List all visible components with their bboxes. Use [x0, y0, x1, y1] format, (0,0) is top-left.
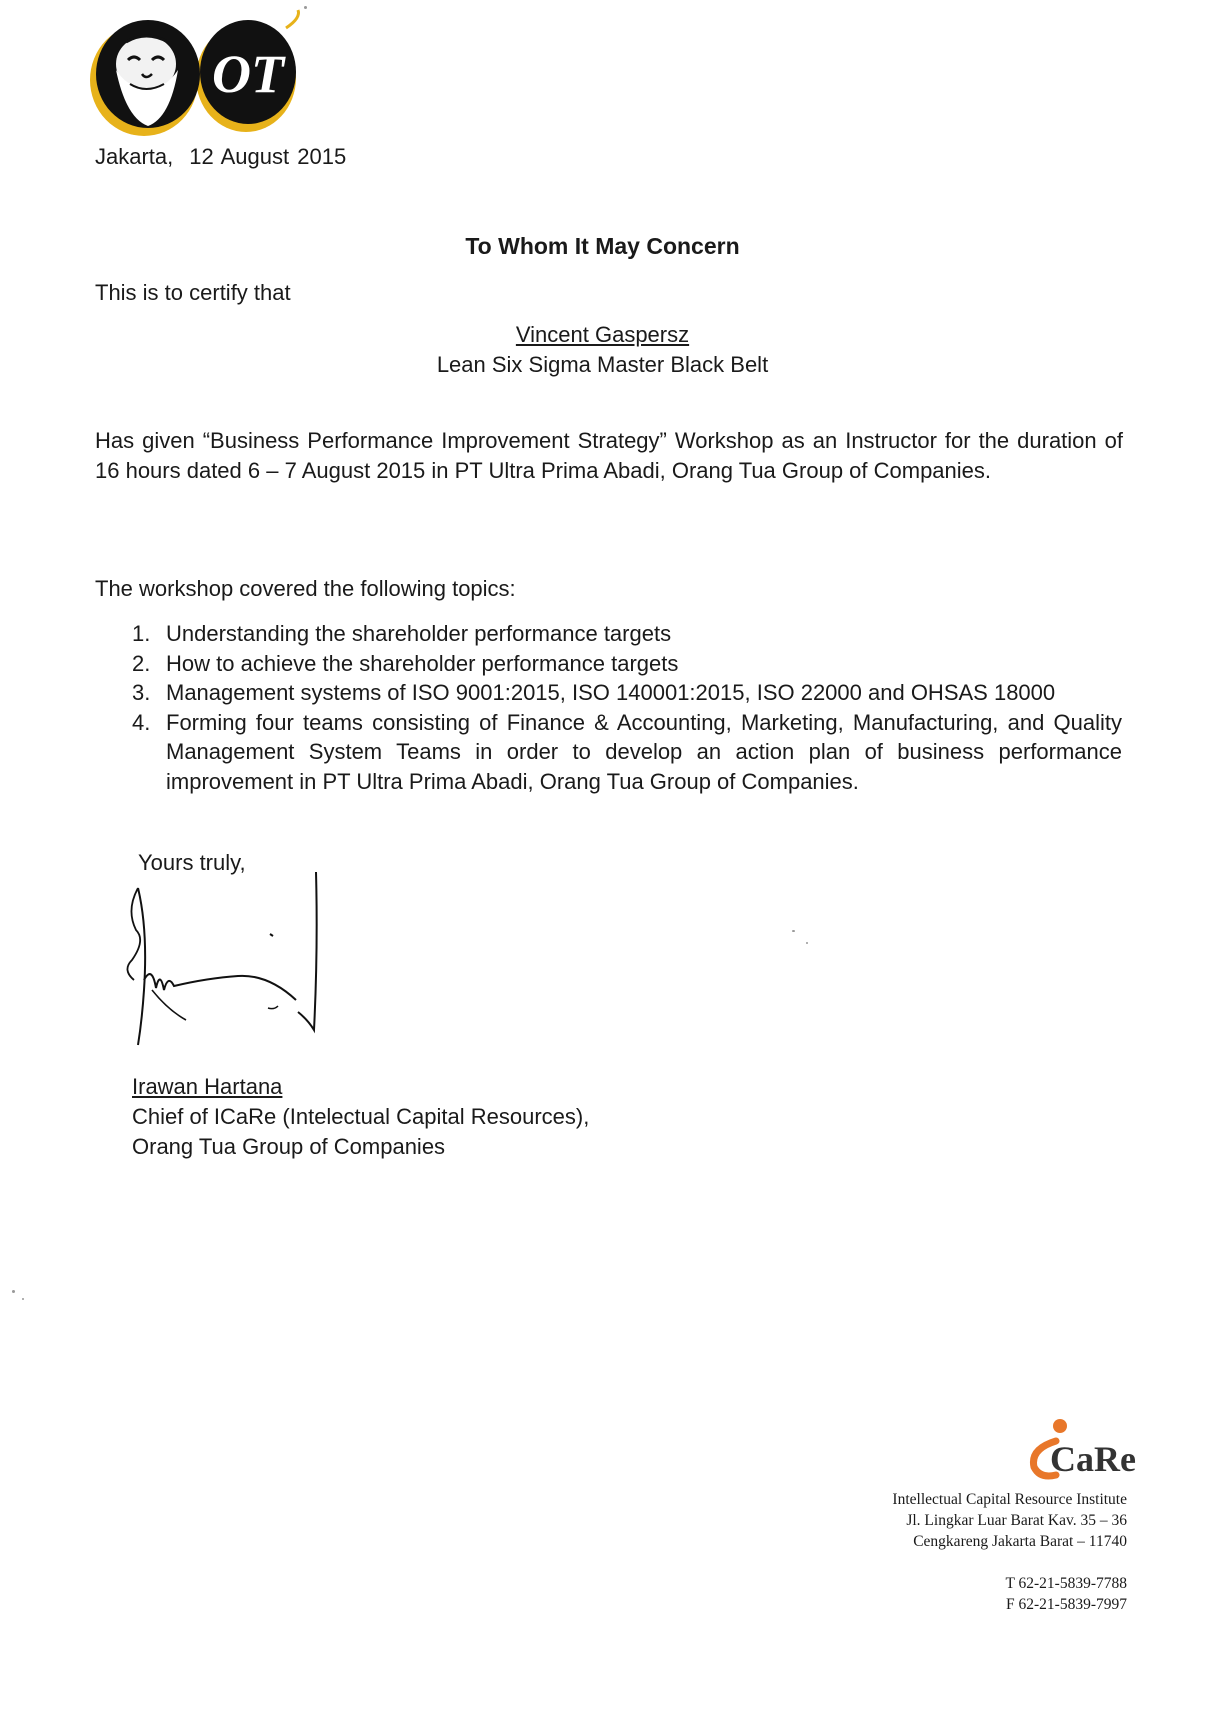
recipient-name: Vincent Gaspersz: [515, 322, 690, 347]
ot-company-logo: [86, 8, 306, 143]
topics-list: [132, 619, 1122, 796]
footer-address-line1: Jl. Lingkar Luar Barat Kav. 35 – 36: [906, 1512, 1127, 1529]
scan-speck: [12, 1290, 15, 1293]
footer-institute: Intellectual Capital Resource Institute: [892, 1491, 1127, 1508]
icare-logo-text: CaRe: [1050, 1439, 1136, 1479]
scan-speck: [792, 930, 795, 932]
footer-address-line2: Cengkareng Jakarta Barat – 11740: [913, 1533, 1127, 1550]
dateline: [95, 144, 346, 170]
topics-intro: The workshop covered the following topics:: [95, 576, 516, 601]
dateline-place: Jakarta,: [95, 144, 174, 169]
list-item: 2. How to achieve the shareholder performance targets: [132, 650, 679, 676]
footer-fax: F 62-21-5839-7997: [1006, 1596, 1127, 1613]
list-item: 4. Forming four teams consisting of Finance & Accounting, Marketing, Manufacturing, and Quality Management System Teams in order to develop an action plan of business performance improvement in PT Ultra Prima Abadi, Orang Tua Group of Companies.: [132, 709, 1122, 794]
list-item: 3. Management systems of ISO 9001:2015, ISO 140001:2015, ISO 22000 and OHSAS 18000: [132, 680, 1056, 705]
list-item: 1. Understanding the shareholder performance targets: [132, 621, 672, 646]
signer-organization: Orang Tua Group of Companies: [132, 1134, 446, 1159]
scan-speck: [304, 6, 307, 9]
scan-speck: [806, 942, 808, 944]
footer-phone: T 62-21-5839-7788: [1005, 1575, 1127, 1592]
dateline-date: 12 August 2015: [189, 144, 347, 169]
body-paragraph: Has given “Business Performance Improvement Strategy” Workshop as an Instructor for the duration of 16 hours dated 6 – 7 August 2015 in PT Ultra Prima Abadi, Orang Tua Group of Companies.: [95, 428, 1123, 483]
handwritten-signature: [118, 870, 338, 1050]
closing-salutation: Yours truly,: [138, 850, 246, 875]
icare-logo: [1020, 1415, 1155, 1480]
signer-title: Chief of ICaRe (Intelectual Capital Resources),: [132, 1104, 590, 1129]
signer-name: Irawan Hartana: [132, 1074, 283, 1099]
ot-logo-text: OT: [212, 44, 284, 104]
recipient-title: Lean Six Sigma Master Black Belt: [436, 352, 769, 377]
letter-heading: To Whom It May Concern: [465, 233, 740, 259]
scan-speck: [22, 1298, 24, 1300]
certify-intro: This is to certify that: [95, 280, 291, 305]
